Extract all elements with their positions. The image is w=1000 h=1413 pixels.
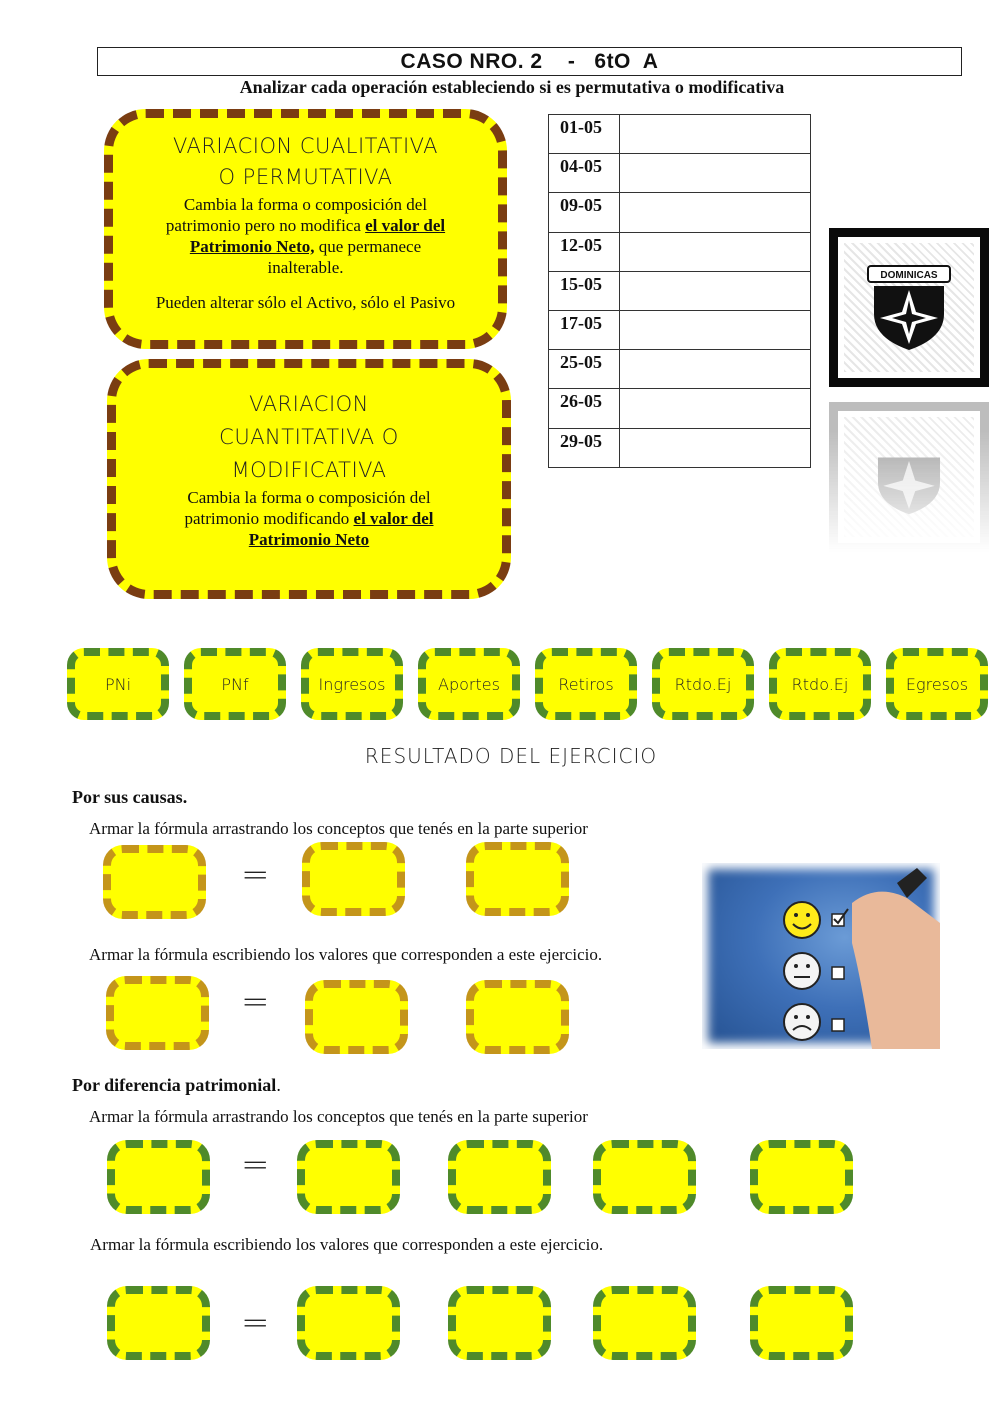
operations-table: [548, 114, 811, 468]
diff-write-box-result[interactable]: [107, 1286, 210, 1360]
logo-text: DOMINICAS: [880, 269, 938, 281]
equals-sign: =: [241, 1303, 270, 1343]
permutativa-body-bold: el valor del Patrimonio Neto,: [189, 216, 446, 256]
operation-date: 12-05: [549, 232, 620, 271]
concept-chip-label: PNf: [221, 674, 249, 694]
causes-drag-instruction: Armar la fórmula arrastrando los conceptos que tenés en la parte superior: [89, 819, 588, 838]
concept-chip-label: Rtdo.Ej: [674, 674, 732, 694]
operation-row: [549, 232, 811, 271]
result-title: RESULTADO DEL EJERCICIO: [364, 744, 658, 768]
modificativa-body-bold: el valor del Patrimonio Neto: [248, 509, 434, 549]
concept-chip[interactable]: [769, 648, 871, 720]
title-bar: [97, 47, 962, 76]
emoji-checklist-icon: [702, 863, 940, 1049]
operation-date: 04-05: [549, 154, 620, 193]
school-logo-faded: [829, 402, 989, 552]
diff-drag-instruction: Armar la fórmula arrastrando los conceptos que tenés en la parte superior: [89, 1107, 588, 1126]
concept-chip-label: Ingresos: [318, 674, 386, 694]
operation-answer-cell[interactable]: [620, 310, 811, 349]
diff-drag-box-2[interactable]: [448, 1140, 551, 1214]
modificativa-body: [138, 487, 480, 550]
diff-drag-box-3[interactable]: [593, 1140, 696, 1214]
diff-drag-box-1[interactable]: [297, 1140, 400, 1214]
diff-write-box-3[interactable]: [593, 1286, 696, 1360]
operation-answer-cell[interactable]: [620, 115, 811, 154]
permutativa-body-start: Cambia la forma o composición del patrimonio pero no modifica: [165, 195, 428, 235]
operation-row: [549, 310, 811, 349]
permutativa-heading-2: O PERMUTATIVA: [218, 165, 393, 189]
concept-chip-label: PNi: [104, 674, 132, 694]
operation-row: [549, 271, 811, 310]
causes-drag-box-result[interactable]: [103, 845, 206, 919]
modificativa-heading-1: VARIACION: [249, 392, 369, 416]
concept-chip-label: Aportes: [438, 674, 500, 694]
causes-drag-box-2[interactable]: [466, 842, 569, 916]
equals-sign: =: [241, 855, 270, 895]
operation-date: 29-05: [549, 428, 620, 467]
modificativa-box: [107, 359, 511, 599]
concept-chip[interactable]: [886, 648, 988, 720]
permutativa-box: [104, 109, 507, 349]
operation-row: [549, 154, 811, 193]
permutativa-heading-1: VARIACION CUALITATIVA: [172, 134, 439, 158]
operation-date: 09-05: [549, 193, 620, 232]
diff-write-box-1[interactable]: [297, 1286, 400, 1360]
operation-answer-cell[interactable]: [620, 350, 811, 389]
concept-chip-label: Egresos: [905, 674, 969, 694]
operation-answer-cell[interactable]: [620, 154, 811, 193]
concept-chip-label: Retiros: [558, 674, 614, 694]
operation-row: [549, 115, 811, 154]
causes-drag-box-1[interactable]: [302, 842, 405, 916]
diff-drag-box-result[interactable]: [107, 1140, 210, 1214]
causes-heading: Por sus causas.: [72, 787, 188, 807]
diff-heading-period: .: [276, 1075, 281, 1095]
causes-write-box-1[interactable]: [305, 980, 408, 1054]
operation-row: [549, 389, 811, 428]
operation-answer-cell[interactable]: [620, 428, 811, 467]
operation-answer-cell[interactable]: [620, 271, 811, 310]
equals-sign: =: [241, 1145, 270, 1185]
operation-row: [549, 193, 811, 232]
concept-chip[interactable]: [301, 648, 403, 720]
causes-write-box-2[interactable]: [466, 980, 569, 1054]
page-subtitle: Analizar cada operación estableciendo si es permutativa o modificativa: [239, 77, 785, 97]
operation-row: [549, 428, 811, 467]
modificativa-body-start: Cambia la forma o composición del patrimonio modificando: [184, 488, 431, 528]
modificativa-heading-3: MODIFICATIVA: [231, 458, 387, 482]
shield-cross-icon: [864, 264, 954, 352]
diff-write-instruction: Armar la fórmula escribiendo los valores que corresponden a este ejercicio.: [90, 1235, 604, 1254]
concept-chip[interactable]: [67, 648, 169, 720]
operation-date: 15-05: [549, 271, 620, 310]
operation-date: 26-05: [549, 389, 620, 428]
operation-answer-cell[interactable]: [620, 389, 811, 428]
operation-answer-cell[interactable]: [620, 193, 811, 232]
page-title: CASO NRO. 2 - 6tO A: [400, 49, 659, 73]
operation-row: [549, 350, 811, 389]
operation-answer-cell[interactable]: [620, 232, 811, 271]
checklist-photo: [702, 863, 940, 1049]
permutativa-body: [135, 194, 476, 278]
operation-date: 17-05: [549, 310, 620, 349]
concept-chip[interactable]: [418, 648, 520, 720]
operation-date: 01-05: [549, 115, 620, 154]
modificativa-heading-2: CUANTITATIVA O: [219, 425, 399, 449]
diff-heading-wrapper: [72, 1075, 281, 1096]
operation-date: 25-05: [549, 350, 620, 389]
diff-write-box-2[interactable]: [448, 1286, 551, 1360]
concept-chip-label: Rtdo.Ej: [791, 674, 849, 694]
school-logo: [829, 228, 989, 387]
diff-drag-box-4[interactable]: [750, 1140, 853, 1214]
permutativa-body-end: que permanece inalterable.: [267, 237, 422, 277]
causes-write-box-result[interactable]: [106, 976, 209, 1050]
diff-heading: Por diferencia patrimonial: [72, 1075, 277, 1095]
concept-chip[interactable]: [535, 648, 637, 720]
faded-shield-icon: [869, 438, 949, 516]
diff-write-box-4[interactable]: [750, 1286, 853, 1360]
concept-chip[interactable]: [184, 648, 286, 720]
permutativa-extra: Pueden alterar sólo el Activo, sólo el Pasivo: [155, 293, 456, 312]
concept-chip[interactable]: [652, 648, 754, 720]
causes-write-instruction: Armar la fórmula escribiendo los valores que corresponden a este ejercicio.: [89, 945, 603, 964]
equals-sign: =: [241, 982, 270, 1022]
